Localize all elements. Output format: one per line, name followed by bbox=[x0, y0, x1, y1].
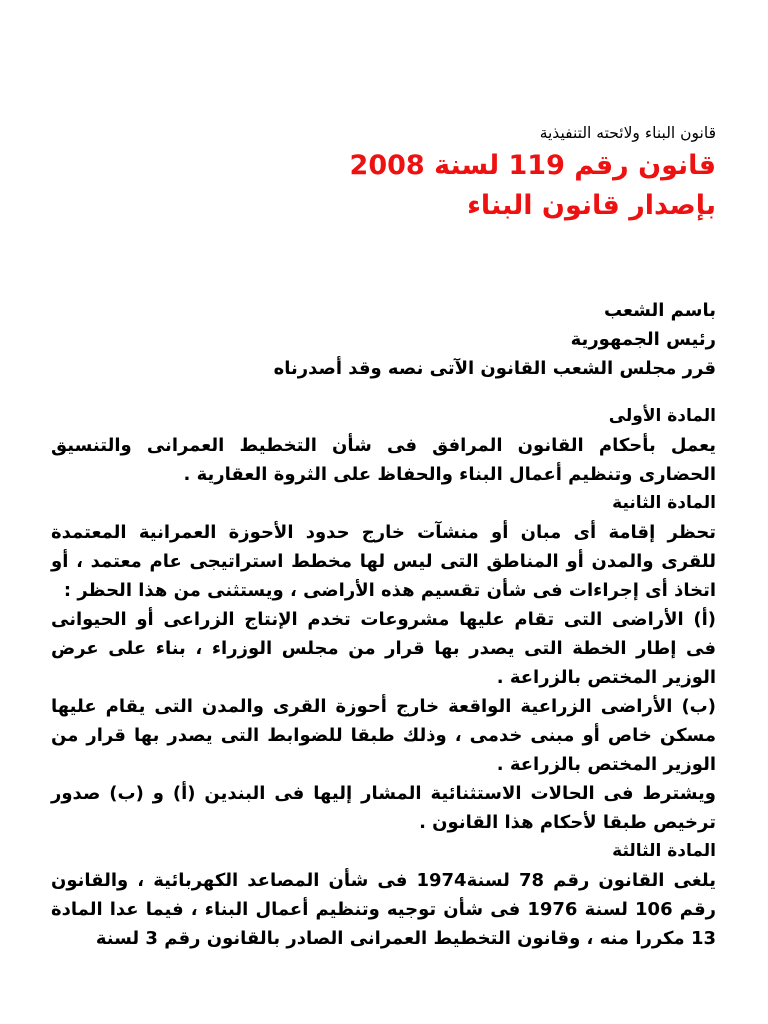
article-2 bbox=[51, 489, 716, 837]
article-heading: المادة الثانية bbox=[612, 493, 716, 513]
header-note: قانون البناء ولائحته التنفيذية bbox=[539, 124, 716, 142]
article-paragraph: (أ) الأراضى التى تقام عليها مشروعات تخدم الإنتاج الزراعى أو الحيوانى فى إطار الخطة التى يصدر بها قرار من مجلس الوزراء ، بناء على عرض الوزير المختص بالزراعة . bbox=[51, 609, 716, 688]
article-paragraph: تحظر إقامة أى مبان أو منشآت خارج حدود الأحوزة العمرانية المعتمدة للقرى والمدن أو المناطق التى ليس لها مخطط استراتيجى عام معتمد ، أو اتخاذ أى إجراءات فى شأن تقسيم هذه الأراضى ، ويستثنى من هذا الحظر : bbox=[51, 522, 716, 601]
document-content bbox=[51, 120, 716, 953]
law-title-line-1: قانون رقم 119 لسنة 2008 bbox=[349, 150, 716, 181]
preamble-line: قرر مجلس الشعب القانون الآتى نصه وقد أصدرناه bbox=[273, 358, 716, 379]
article-3 bbox=[51, 837, 716, 953]
article-paragraph: ويشترط فى الحالات الاستثنائية المشار إليها فى البندين (أ) و (ب) صدور ترخيص طبقا لأحكام هذا القانون . bbox=[51, 783, 716, 833]
articles bbox=[51, 402, 716, 953]
law-title-line-2: بإصدار قانون البناء bbox=[467, 190, 716, 221]
article-paragraph: (ب) الأراضى الزراعية الواقعة خارج أحوزة القرى والمدن التى يقام عليها مسكن خاص أو مبنى خدمى ، وذلك طبقا للضوابط التى يصدر بها قرار من الوزير المختص بالزراعة . bbox=[51, 696, 716, 775]
article-heading: المادة الأولى bbox=[608, 406, 716, 426]
preamble bbox=[51, 296, 716, 383]
article-paragraph: يعمل بأحكام القانون المرافق فى شأن التخطيط العمرانى والتنسيق الحضارى وتنظيم أعمال البناء والحفاظ على الثروة العقارية . bbox=[51, 435, 716, 485]
preamble-line: باسم الشعب bbox=[603, 300, 716, 321]
article-heading: المادة الثالثة bbox=[612, 841, 716, 861]
article-paragraph: يلغى القانون رقم 78 لسنة1974 فى شأن المصاعد الكهربائية ، والقانون رقم 106 لسنة 1976 فى شأن توجيه وتنظيم أعمال البناء ، فيما عدا المادة 13 مكررا منه ، وقانون التخطيط العمرانى الصادر بالقانون رقم 3 لسنة bbox=[51, 870, 716, 949]
preamble-line: رئيس الجمهورية bbox=[570, 329, 716, 350]
article-1 bbox=[51, 402, 716, 489]
